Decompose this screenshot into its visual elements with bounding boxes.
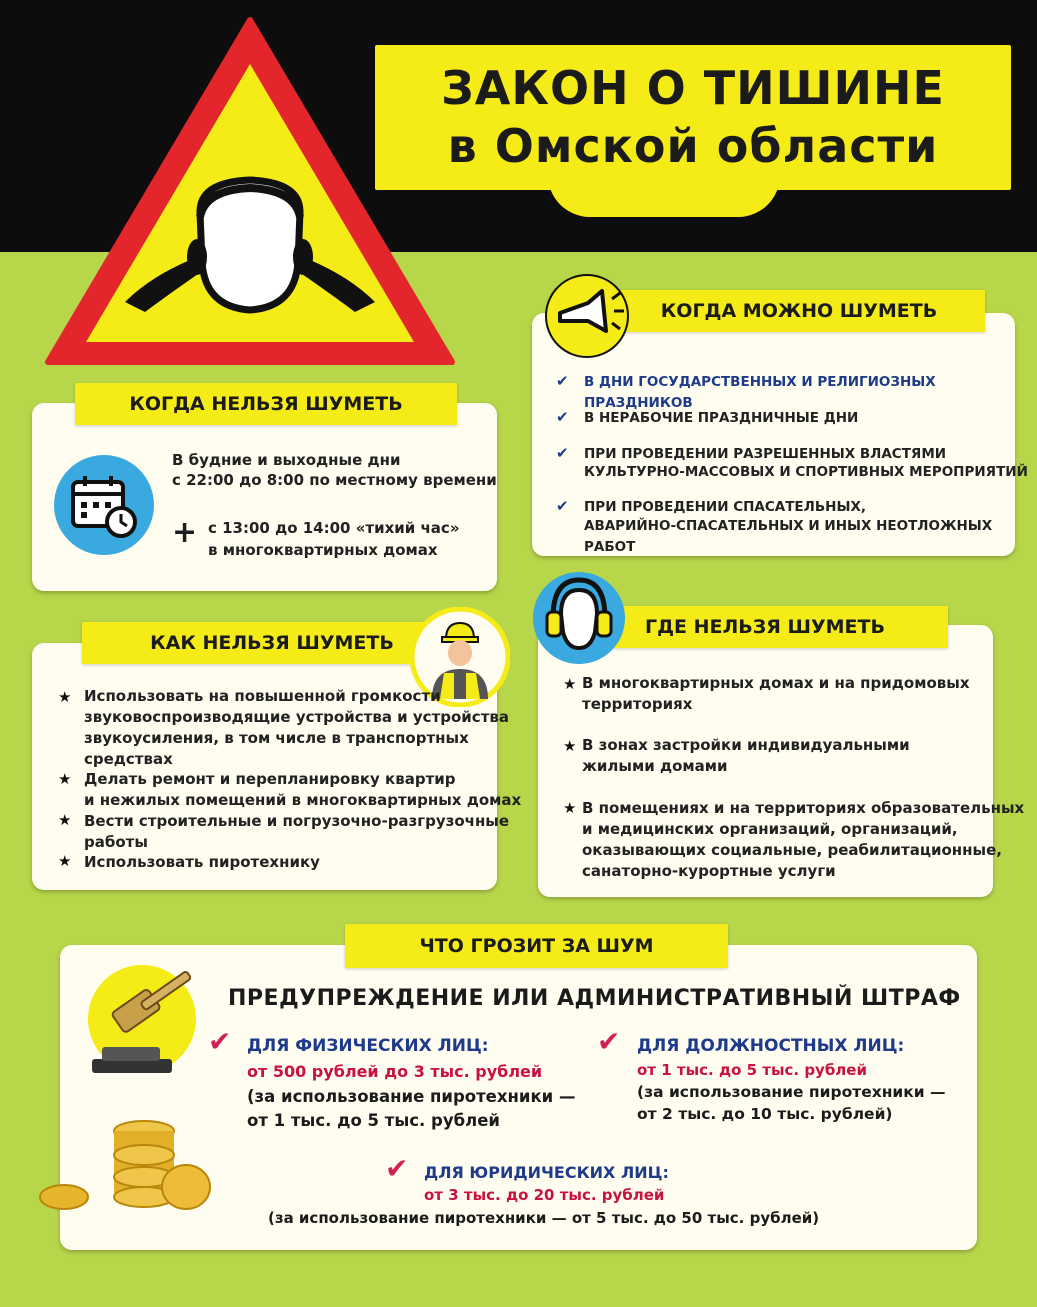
star-icon: ★: [563, 737, 577, 755]
star-icon: ★: [58, 770, 72, 788]
list-item: звуковоспроизводящие устройства и устройства: [84, 708, 510, 726]
when-not-line-3: с 13:00 до 14:00 «тихий час»: [208, 519, 460, 537]
official-amount: от 1 тыс. до 5 тыс. рублей: [637, 1061, 867, 1079]
phys-note-2: от 1 тыс. до 5 тыс. рублей: [247, 1111, 500, 1130]
when-not-line-4: в многоквартирных домах: [208, 541, 438, 559]
legal-title: ДЛЯ ЮРИДИЧЕСКИХ ЛИЦ:: [424, 1163, 669, 1182]
legal-note: (за использование пиротехники — от 5 тыс. до 50 тыс. рублей): [268, 1209, 820, 1227]
calendar-clock-icon: [53, 454, 155, 556]
phys-amount: от 500 рублей до 3 тыс. рублей: [247, 1062, 543, 1081]
penalty-heading: ПРЕДУПРЕЖДЕНИЕ ИЛИ АДМИНИСТРАТИВНЫЙ ШТРАФ: [228, 986, 961, 1011]
list-item: звукоусиления, в том числе в транспортных: [84, 729, 469, 747]
official-note-2: от 2 тыс. до 10 тыс. рублей): [637, 1105, 893, 1123]
legal-amount: от 3 тыс. до 20 тыс. рублей: [424, 1186, 665, 1204]
when-not-label: КОГДА НЕЛЬЗЯ ШУМЕТЬ: [75, 383, 457, 425]
where-not-label: ГДЕ НЕЛЬЗЯ ШУМЕТЬ: [582, 606, 948, 648]
phys-title: ДЛЯ ФИЗИЧЕСКИХ ЛИЦ:: [247, 1036, 489, 1056]
title-line-2: в Омской области: [447, 119, 939, 173]
list-item: и нежилых помещений в многоквартирных домах: [84, 791, 522, 809]
page-title: [375, 45, 1011, 190]
list-item: Вести строительные и погрузочно-разгрузочные: [84, 812, 510, 830]
star-icon: ★: [58, 811, 72, 829]
list-item: Делать ремонт и перепланировку квартир: [84, 770, 456, 788]
when-not-line-2: с 22:00 до 8:00 по местному времени: [172, 471, 497, 489]
star-icon: ★: [563, 675, 577, 693]
list-item: работы: [84, 833, 148, 851]
list-item: В ДНИ ГОСУДАРСТВЕННЫХ И РЕЛИГИОЗНЫХ ПРАЗДНИКОВ: [584, 374, 936, 411]
list-item: оказывающих социальные, реабилитационные,: [582, 841, 1002, 859]
title-line-1: ЗАКОН О ТИШИНЕ: [441, 61, 945, 115]
list-item: В зонах застройки индивидуальными: [582, 736, 910, 754]
check-icon: ✔: [597, 1025, 621, 1058]
list-item: средствах: [84, 750, 173, 768]
how-not-label: КАК НЕЛЬЗЯ ШУМЕТЬ: [82, 622, 462, 664]
check-icon: ✔: [385, 1152, 409, 1185]
list-item: В помещениях и на территориях образовательных: [582, 799, 1025, 817]
gavel-icon: [80, 963, 210, 1083]
when-can-label: КОГДА МОЖНО ШУМЕТЬ: [613, 290, 985, 332]
check-icon: ✔: [556, 444, 569, 462]
list-item: АВАРИЙНО-СПАСАТЕЛЬНЫХ И ИНЫХ НЕОТЛОЖНЫХ РАБОТ: [584, 518, 993, 555]
official-note-1: (за использование пиротехники —: [637, 1083, 946, 1101]
check-icon: ✔: [556, 497, 569, 515]
list-item: Использовать пиротехнику: [84, 853, 320, 871]
when-not-line-1: В будние и выходные дни: [172, 451, 401, 469]
list-item: В НЕРАБОЧИЕ ПРАЗДНИЧНЫЕ ДНИ: [584, 410, 859, 426]
phys-note-1: (за использование пиротехники —: [247, 1087, 576, 1106]
star-icon: ★: [58, 688, 72, 706]
check-icon: ✔: [556, 408, 569, 426]
list-item: ПРИ ПРОВЕДЕНИИ РАЗРЕШЕННЫХ ВЛАСТЯМИ: [584, 446, 947, 462]
megaphone-icon: [544, 273, 630, 359]
list-item: В многоквартирных домах и на придомовых: [582, 674, 970, 692]
list-item: и медицинских организаций, организаций,: [582, 820, 958, 838]
check-icon: ✔: [208, 1025, 232, 1058]
star-icon: ★: [563, 799, 577, 817]
list-item: санаторно-курортные услуги: [582, 862, 836, 880]
list-item: ПРИ ПРОВЕДЕНИИ СПАСАТЕЛЬНЫХ,: [584, 499, 866, 515]
list-item: Использовать на повышенной громкости: [84, 687, 441, 705]
plus-icon: +: [172, 515, 198, 550]
coins-icon: [36, 1115, 216, 1225]
list-item: КУЛЬТУРНО-МАССОВЫХ И СПОРТИВНЫХ МЕРОПРИЯТИЙ: [584, 464, 1028, 480]
penalty-label: ЧТО ГРОЗИТ ЗА ШУМ: [345, 924, 728, 968]
official-title: ДЛЯ ДОЛЖНОСТНЫХ ЛИЦ:: [637, 1036, 905, 1056]
list-item: территориях: [582, 695, 693, 713]
headphones-icon: [531, 570, 627, 666]
star-icon: ★: [58, 852, 72, 870]
list-item: жилыми домами: [582, 757, 728, 775]
check-icon: ✔: [556, 372, 569, 390]
